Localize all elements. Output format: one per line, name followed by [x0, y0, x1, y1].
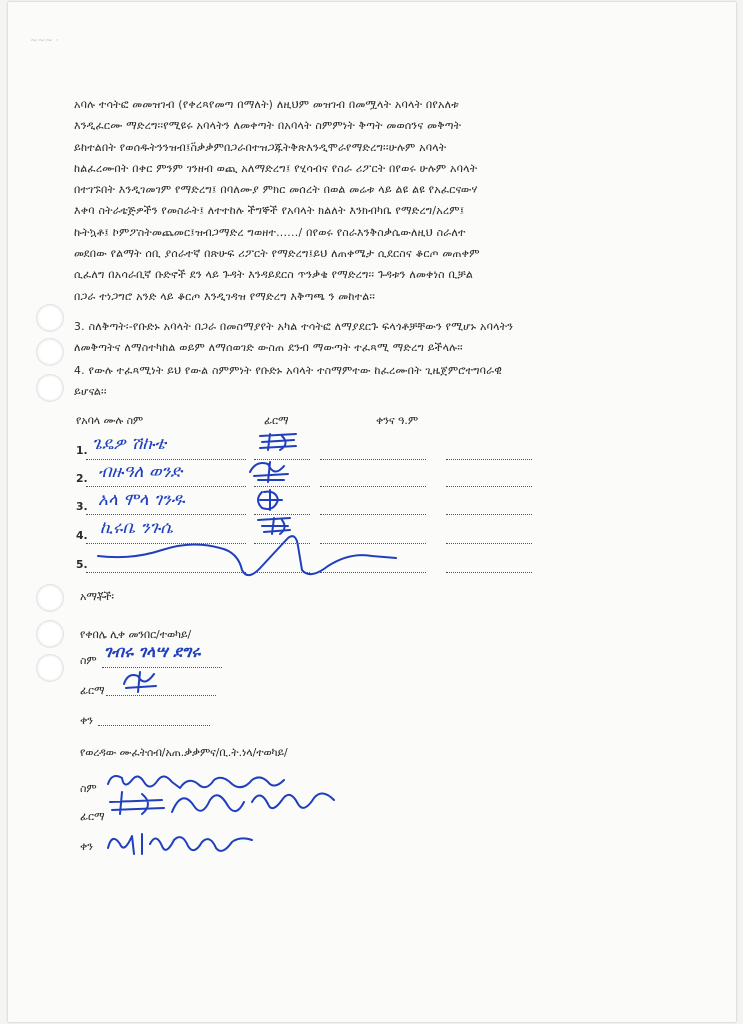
kebele-signature	[118, 668, 164, 694]
punch-hole	[36, 304, 64, 332]
date-line	[320, 458, 426, 460]
paragraph-penalty: 3. ስለቅጣት፡-የቡድኑ አባላት በጋራ በመስማያየት አካል ተሳትፎ ለማያደርጉ ፍላጎቶቻቸውን የሚሆኑ አባላትን ለመቅጣትና ለማስተካከል ወይም ለማሰወገድ ውስጠ ደንብ ማውጣት ተፈጻሚ ማድረግ ይችላሉ፡፡	[74, 320, 514, 355]
row-number: 2.	[76, 472, 88, 485]
col-header-date: ቀንና ዓ.ም	[376, 414, 418, 427]
corner-smudge: ~~~ ·	[30, 36, 59, 46]
date-line	[446, 485, 532, 487]
col-header-signature: ፊርማ	[264, 414, 289, 427]
row-number: 4.	[76, 529, 88, 542]
woreda-heading: የወረዳው ሙፈትሰብ/አጠ.ቃቃምና/ቢ.ት.ነላ/ተወካይ/	[80, 746, 288, 759]
paragraph-obligations: አባሉ ተሳትፎ መመዝገብ (የቀረጻየመጣ በማለት) ለዚህም መዝገብ በመሟላት አባላት በየአለቱ እንዲፈርሙ ማድረግ፡፡የሚዩሩ አባላትን ለመቀጣት በአባላት ስምምነት ቅጣት መወሰንና መቅጣት ይከተልበት የወሰዱትንንዝብ፤ስ፟ቃቃምበጋራበተዝጋጁትቅጽእንዲሞራየማድረግ፡፡ሁሉም አባላት ከልፈረሙበት በቀር ምንም ገንዘብ ወጪ አለማድረግ፤ የሂሳብና የስራ ሪፖርት በየወሩ ሁሉም አባላት በተገኙበት እንዲገመገም የማድረግ፤ በባለሙያ ምክር መሰረት በወል መሬቱ ላይ ልዩ ልዩ የአፈርናውሃ እቀባ ስትራቴጅዎችን የመስራት፤ ለተተከሉ ችግኞች የአባላት ክልለት እንክብካቤ የማድረግ/አረም፤ ኩትኳቶ፤ ኮምፖስትመጨመር፤ዝብጋማድረ ግወዘተ....../ በየወሩ የስራእንቅስቃሴውለዚህ ስራለተ መደበው የልማት ሰቢ ያሰራተኛ በጽሁፍ ሪፖርት የማድረግ፤ይህ ለጠቀሜታ ሲደርስና ቆርጦ መጠቀም ሲፈለግ በአሳራቢኛ ቡድኖች ደን ላይ ጉዳት እንዳይደርስ ጥንቃቄ የማድረግ፡፡ ጉዳቱን ለመቀነስ ቢቻል በጋራ ተነጋግሮ አንድ ላይ ቆርጦ እንዲገዳዝ የማድረግ እቅጣጫ ን መከተል፡፡	[74, 98, 480, 303]
date-line	[320, 513, 426, 515]
date-line	[446, 542, 532, 544]
member-name: አላ ሞላ ገንዱ	[98, 490, 185, 510]
member-signature	[252, 488, 292, 512]
date-line	[320, 485, 426, 487]
name-line	[86, 458, 246, 460]
row-number: 1.	[76, 444, 88, 457]
kebele-date-label: ቀን	[80, 714, 93, 727]
member-signature-scrawl	[92, 530, 402, 586]
row-number: 3.	[76, 500, 88, 513]
kebele-date-line	[98, 724, 210, 726]
member-name: ብዙዓለ ወንድ	[98, 462, 183, 482]
kebele-heading: የቀበሌ ሊቀ መንበር/ተወካይ/	[80, 628, 192, 641]
member-signature	[256, 430, 306, 454]
document-page	[8, 2, 736, 1022]
date-line	[446, 458, 532, 460]
punch-hole	[36, 620, 64, 648]
member-name: ጌዴዎ ሽኩቴ	[92, 434, 166, 454]
col-header-name: የአባላ ሙሉ ስም	[76, 414, 143, 427]
signature-line	[254, 485, 310, 487]
punch-hole	[36, 338, 64, 366]
punch-hole	[36, 654, 64, 682]
kebele-signature-line	[106, 694, 216, 696]
woreda-name-label: ስም	[80, 782, 97, 795]
member-signature	[244, 458, 304, 484]
date-line	[446, 571, 532, 573]
date-line	[446, 513, 532, 515]
name-line	[86, 485, 246, 487]
punch-hole	[36, 584, 64, 612]
kebele-name-value: ገብሩ ገላሣ ደግሩ	[104, 642, 201, 661]
row-number: 5.	[76, 558, 88, 571]
woreda-signature	[102, 782, 352, 822]
notes-label: አማቾች፡	[80, 590, 114, 603]
woreda-date-label: ቀን	[80, 840, 93, 853]
woreda-signature-label: ፊርማ	[80, 810, 105, 823]
woreda-date-scrawl	[102, 826, 262, 860]
punch-hole	[36, 374, 64, 402]
kebele-name-label: ስም	[80, 654, 97, 667]
kebele-signature-label: ፊርማ	[80, 684, 105, 697]
member-name: ኪሩቤ ንጉሴ	[100, 518, 173, 538]
name-line	[86, 513, 246, 515]
paragraph-effectiveness: 4. የውሉ ተፈጻሚነት ይህ የውል ስምምነት የቡድኑ አባላት ተስማምተው ከፈረሙበት ጊዜጀምሮተግባራዊ ይሆናል፡፡	[74, 364, 502, 399]
